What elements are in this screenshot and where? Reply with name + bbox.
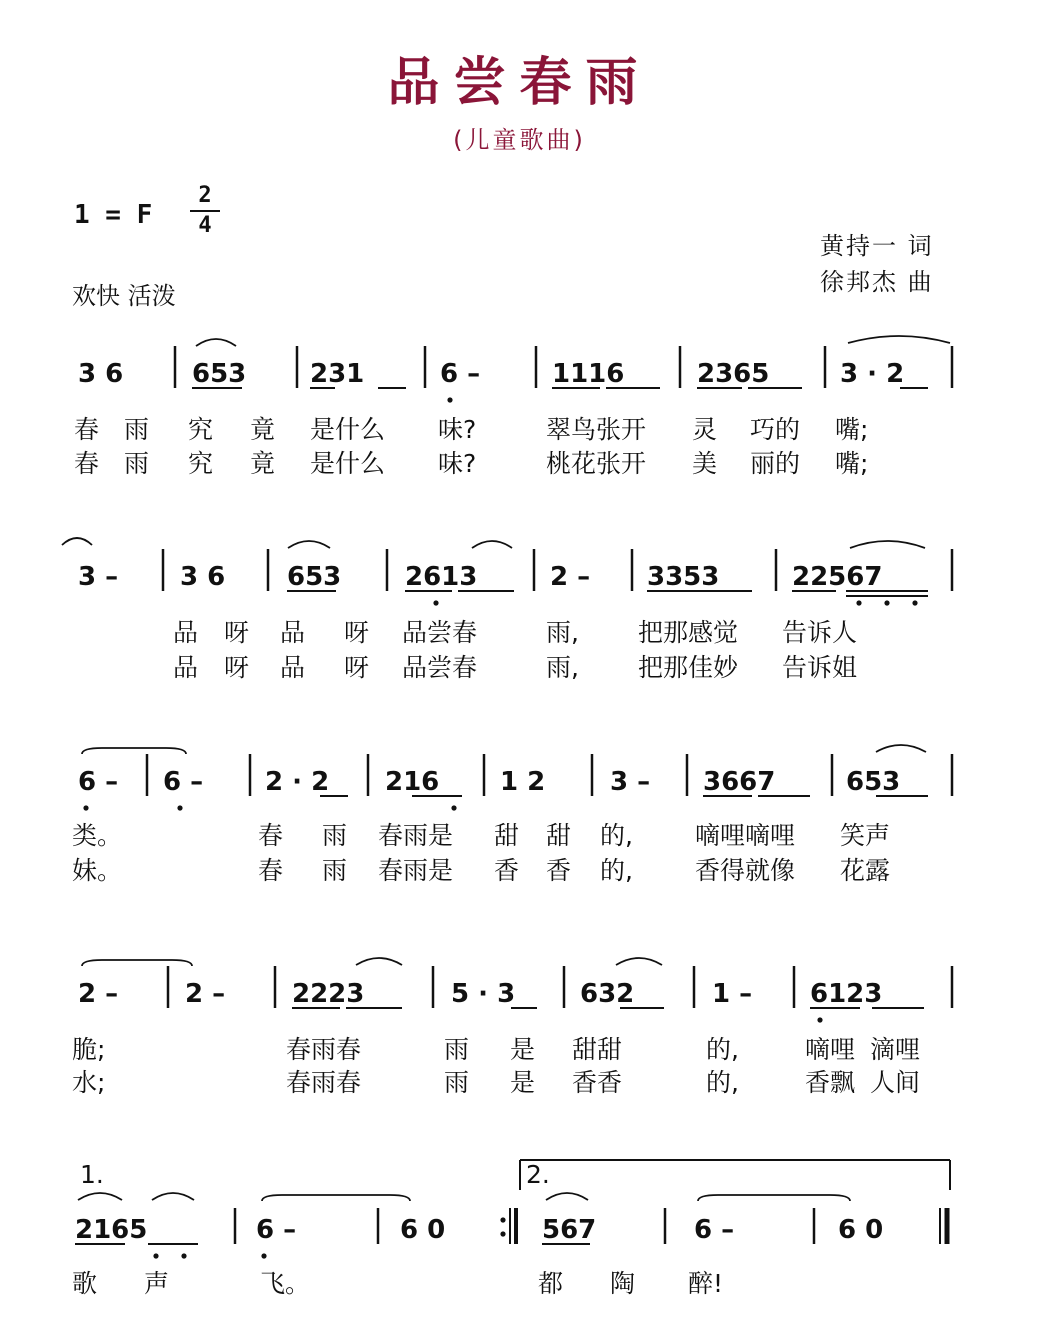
lyric-syllable: 甜 bbox=[546, 821, 572, 850]
lyric-syllable: 桃花张开 bbox=[546, 449, 647, 478]
measure-notes: 632 bbox=[580, 979, 635, 1009]
octave-dot bbox=[153, 1253, 158, 1258]
octave-dot bbox=[83, 805, 88, 810]
lyric-syllable: 甜甜 bbox=[572, 1035, 623, 1064]
slur bbox=[78, 1193, 122, 1200]
measure-notes: 6 – bbox=[694, 1215, 735, 1245]
slur bbox=[876, 745, 926, 752]
measure-notes: 5 · 3 bbox=[451, 979, 516, 1009]
slur bbox=[196, 339, 236, 346]
lyric-syllable: 雨 bbox=[322, 856, 348, 885]
lyric-syllable: 春雨是 bbox=[378, 821, 454, 850]
octave-dot bbox=[912, 600, 917, 605]
lyric-syllable: 是什么 bbox=[310, 449, 386, 478]
key-signature: 1 = F bbox=[74, 200, 153, 230]
first-ending-label: 1. bbox=[80, 1160, 104, 1189]
lyric-syllable: 醉! bbox=[688, 1269, 724, 1298]
measure-notes: 3353 bbox=[647, 562, 720, 592]
lyric-syllable: 甜 bbox=[494, 821, 520, 850]
slur bbox=[62, 538, 92, 545]
lyric-syllable: 雨 bbox=[444, 1068, 470, 1097]
lyric-syllable: 嘴; bbox=[835, 449, 869, 478]
lyric-syllable: 人间 bbox=[870, 1068, 921, 1097]
octave-dot bbox=[856, 600, 861, 605]
measure-notes: 653 bbox=[846, 767, 901, 797]
lyricist-credit: 黄持一 词 bbox=[820, 232, 934, 260]
lyric-syllable: 雨 bbox=[322, 821, 348, 850]
repeat-dot bbox=[500, 1231, 505, 1236]
lyric-syllable: 味? bbox=[438, 415, 477, 444]
measure-notes: 231 bbox=[310, 359, 365, 389]
lyric-syllable: 翠鸟张开 bbox=[546, 415, 647, 444]
lyric-syllable: 类。 bbox=[72, 821, 123, 850]
slur bbox=[356, 958, 402, 965]
tie bbox=[262, 1195, 410, 1201]
lyric-syllable: 嘀哩嘀哩 bbox=[695, 821, 796, 850]
lyric-syllable: 歌 bbox=[72, 1269, 98, 1298]
lyric-syllable: 飞。 bbox=[260, 1269, 311, 1298]
lyric-syllable: 品尝春 bbox=[402, 618, 478, 647]
lyric-syllable: 呀 bbox=[224, 618, 250, 647]
lyric-syllable: 笑声 bbox=[840, 821, 891, 850]
lyric-syllable: 春 bbox=[74, 415, 100, 444]
lyric-syllable: 的, bbox=[600, 821, 633, 850]
measure-notes: 2 · 2 bbox=[265, 767, 330, 797]
lyric-syllable: 品 bbox=[280, 618, 306, 647]
measure-notes: 6 0 bbox=[838, 1215, 884, 1245]
measure-notes: 6123 bbox=[810, 979, 883, 1009]
composer-credit: 徐邦杰 曲 bbox=[820, 268, 934, 296]
lyric-syllable: 春雨春 bbox=[286, 1068, 362, 1097]
tie bbox=[82, 748, 186, 754]
measure-notes: 2 – bbox=[185, 979, 226, 1009]
slur bbox=[616, 958, 662, 965]
lyric-syllable: 告诉人 bbox=[782, 618, 858, 647]
lyric-syllable: 都 bbox=[538, 1269, 564, 1298]
lyric-syllable: 把那佳妙 bbox=[638, 653, 739, 682]
measure-notes: 3 – bbox=[610, 767, 651, 797]
measure-notes: 3 · 2 bbox=[840, 359, 905, 389]
measure-notes: 6 0 bbox=[400, 1215, 446, 1245]
lyric-syllable: 嘀哩 bbox=[805, 1035, 856, 1064]
lyric-syllable: 雨 bbox=[444, 1035, 470, 1064]
slur bbox=[848, 336, 950, 343]
lyric-syllable: 春雨是 bbox=[378, 856, 454, 885]
lyric-syllable: 雨, bbox=[546, 618, 579, 647]
octave-dot bbox=[447, 397, 452, 402]
measure-notes: 6 – bbox=[256, 1215, 297, 1245]
measure-notes: 2613 bbox=[405, 562, 478, 592]
lyric-syllable: 香 bbox=[546, 856, 572, 885]
slur bbox=[850, 541, 925, 548]
measure-notes: 216 bbox=[385, 767, 440, 797]
octave-dot bbox=[177, 805, 182, 810]
lyric-syllable: 呀 bbox=[344, 653, 370, 682]
lyric-syllable: 雨 bbox=[124, 415, 150, 444]
measure-notes: 567 bbox=[542, 1215, 597, 1245]
measure-notes: 3 6 bbox=[78, 359, 124, 389]
time-denominator: 4 bbox=[198, 213, 212, 238]
lyric-syllable: 香得就像 bbox=[695, 856, 796, 885]
lyric-syllable: 究 bbox=[188, 415, 214, 444]
measure-notes: 22567 bbox=[792, 562, 883, 592]
measure-notes: 653 bbox=[192, 359, 247, 389]
measure-notes: 2223 bbox=[292, 979, 365, 1009]
lyric-syllable: 品 bbox=[173, 618, 199, 647]
song-title: 品尝春雨 bbox=[387, 52, 652, 113]
lyric-syllable: 竟 bbox=[250, 415, 276, 444]
lyric-syllable: 春 bbox=[74, 449, 100, 478]
measure-notes: 2 – bbox=[78, 979, 119, 1009]
lyric-syllable: 水; bbox=[72, 1068, 106, 1097]
slur bbox=[472, 541, 512, 548]
lyric-syllable: 春 bbox=[258, 856, 284, 885]
lyric-syllable: 味? bbox=[438, 449, 477, 478]
tie bbox=[82, 960, 192, 966]
lyric-syllable: 嘴; bbox=[835, 415, 869, 444]
lyric-syllable: 是什么 bbox=[310, 415, 386, 444]
time-numerator: 2 bbox=[190, 184, 220, 212]
octave-dot bbox=[181, 1253, 186, 1258]
lyric-syllable: 巧的 bbox=[750, 415, 801, 444]
measure-notes: 3 – bbox=[78, 562, 119, 592]
slur bbox=[152, 1193, 194, 1200]
lyric-syllable: 告诉姐 bbox=[782, 653, 858, 682]
octave-dot bbox=[261, 1253, 266, 1258]
measure-notes: 2 – bbox=[550, 562, 591, 592]
repeat-dot bbox=[500, 1217, 505, 1222]
lyric-syllable: 灵 bbox=[692, 415, 718, 444]
lyric-syllable: 丽的 bbox=[750, 449, 801, 478]
lyric-syllable: 的, bbox=[706, 1035, 739, 1064]
lyric-syllable: 是 bbox=[510, 1068, 536, 1097]
measure-notes: 1 2 bbox=[500, 767, 546, 797]
song-subtitle: (儿童歌曲) bbox=[453, 126, 586, 154]
lyric-syllable: 声 bbox=[144, 1269, 170, 1298]
lyric-syllable: 美 bbox=[692, 449, 718, 478]
measure-notes: 6 – bbox=[440, 359, 481, 389]
measure-notes: 3 6 bbox=[180, 562, 226, 592]
measure-notes: 3667 bbox=[703, 767, 776, 797]
measure-notes: 2365 bbox=[697, 359, 770, 389]
measure-notes: 1 – bbox=[712, 979, 753, 1009]
lyric-syllable: 脆; bbox=[72, 1035, 106, 1064]
measure-notes: 2165 bbox=[75, 1215, 148, 1245]
lyric-syllable: 春雨春 bbox=[286, 1035, 362, 1064]
measure-notes: 1116 bbox=[552, 359, 625, 389]
lyric-syllable: 呀 bbox=[344, 618, 370, 647]
lyric-syllable: 香香 bbox=[572, 1068, 623, 1097]
lyric-syllable: 雨, bbox=[546, 653, 579, 682]
lyric-syllable: 品尝春 bbox=[402, 653, 478, 682]
octave-dot bbox=[884, 600, 889, 605]
measure-notes: 6 – bbox=[78, 767, 119, 797]
tie bbox=[698, 1195, 850, 1201]
octave-dot bbox=[451, 805, 456, 810]
lyric-syllable: 的, bbox=[600, 856, 633, 885]
lyric-syllable: 香飘 bbox=[805, 1068, 856, 1097]
measure-notes: 653 bbox=[287, 562, 342, 592]
second-ending-label: 2. bbox=[526, 1160, 550, 1189]
lyric-syllable: 陶 bbox=[610, 1269, 636, 1298]
tempo-marking: 欢快 活泼 bbox=[72, 282, 176, 310]
slur bbox=[546, 1193, 588, 1200]
lyric-syllable: 品 bbox=[280, 653, 306, 682]
octave-dot bbox=[817, 1017, 822, 1022]
lyric-syllable: 究 bbox=[188, 449, 214, 478]
lyric-syllable: 竟 bbox=[250, 449, 276, 478]
lyric-syllable: 妹。 bbox=[72, 856, 123, 885]
lyric-syllable: 香 bbox=[494, 856, 520, 885]
octave-dot bbox=[433, 600, 438, 605]
lyric-syllable: 的, bbox=[706, 1068, 739, 1097]
lyric-syllable: 花露 bbox=[840, 856, 891, 885]
lyric-syllable: 春 bbox=[258, 821, 284, 850]
slur bbox=[288, 541, 330, 548]
lyric-syllable: 滴哩 bbox=[870, 1035, 921, 1064]
lyric-syllable: 把那感觉 bbox=[638, 618, 739, 647]
lyric-syllable: 品 bbox=[173, 653, 199, 682]
lyric-syllable: 是 bbox=[510, 1035, 536, 1064]
lyric-syllable: 雨 bbox=[124, 449, 150, 478]
lyric-syllable: 呀 bbox=[224, 653, 250, 682]
measure-notes: 6 – bbox=[163, 767, 204, 797]
